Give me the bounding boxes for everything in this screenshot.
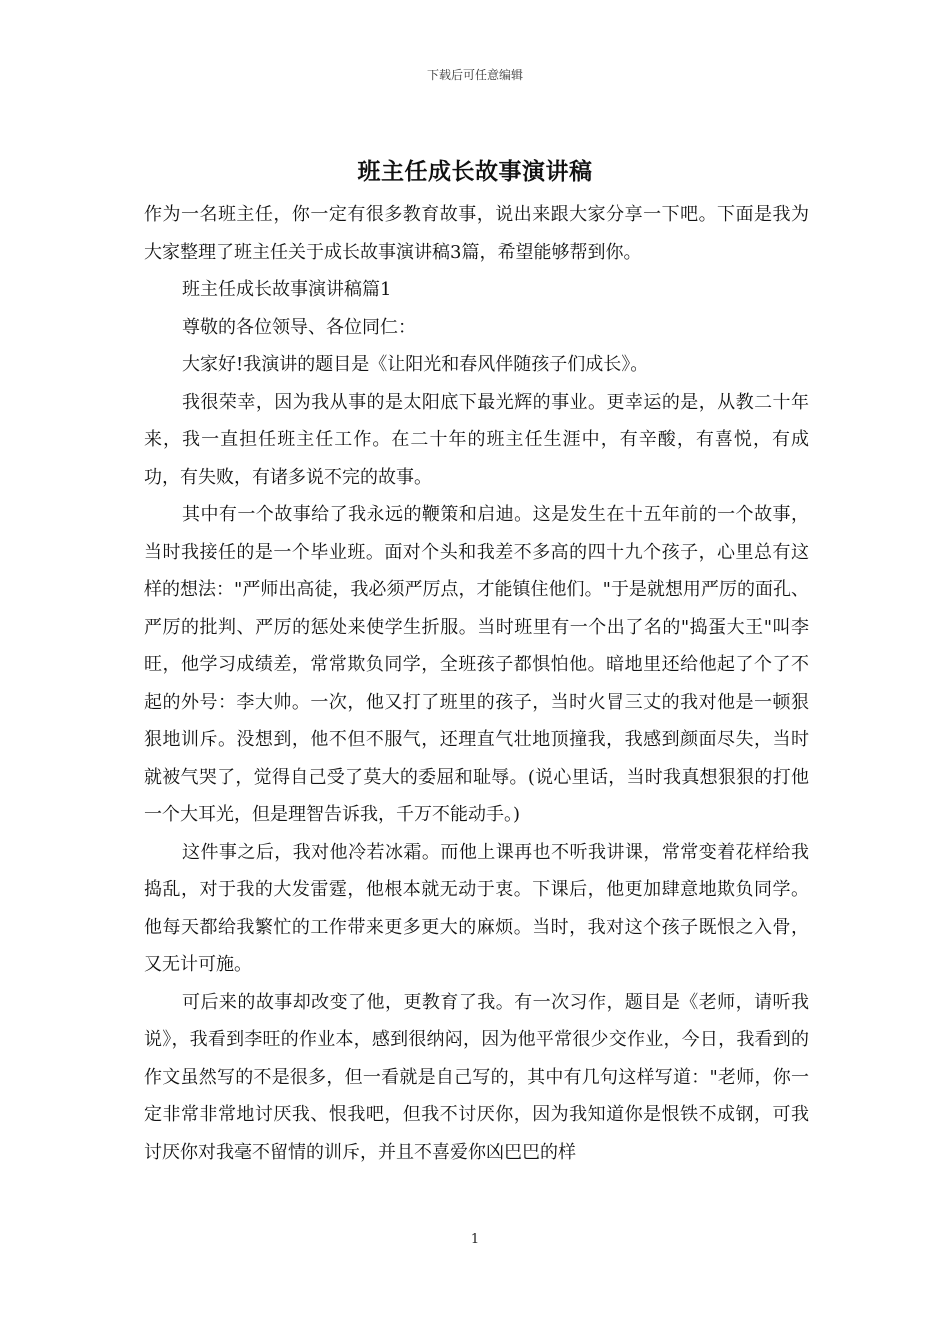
document-body <box>144 196 809 1171</box>
paragraph-greeting: 大家好!我演讲的题目是《让阳光和春风伴随孩子们成长》。 <box>182 354 649 375</box>
section-heading: 班主任成长故事演讲稿篇1 <box>182 279 392 300</box>
paragraph-body: 我很荣幸，因为我从事的是太阳底下最光辉的事业。更幸运的是，从教二十年来，我一直担任班主任工作。在二十年的班主任生涯中，有辛酸，有喜悦，有成功，有失败，有诸多说不完的故事。 <box>144 391 809 488</box>
page-header: 下载后可任意编辑 <box>426 68 523 82</box>
paragraph-body: 其中有一个故事给了我永远的鞭策和启迪。这是发生在十五年前的一个故事，当时我接任的是一个毕业班。面对个头和我差不多高的四十九个孩子，心里总有这样的想法："严师出高徒，我必须严厉点，才能镇住他们。"于是就想用严厉的面孔、严厉的批判、严厉的惩处来使学生折服。当时班里有一个出了名的"捣蛋大王"叫李旺，他学习成绩差，常常欺负同学，全班孩子都惧怕他。暗地里还给他起了个了不起的外号：李大帅。一次，他又打了班里的孩子，当时火冒三丈的我对他是一顿狠狠地训斥。没想到，他不但不服气，还理直气壮地顶撞我，我感到颜面尽失，当时就被气哭了，觉得自己受了莫大的委屈和耻辱。(说心里话，当时我真想狠狠的打他一个大耳光，但是理智告诉我，千万不能动手。) <box>144 504 809 825</box>
paragraph-salutation: 尊敬的各位领导、各位同仁： <box>182 316 416 338</box>
document-title: 班主任成长故事演讲稿 <box>357 158 593 185</box>
paragraph-body: 可后来的故事却改变了他，更教育了我。有一次习作，题目是《老师，请听我说》，我看到李旺的作业本，感到很纳闷，因为他平常很少交作业，今日，我看到的作文虽然写的不是很多，但一看就是自己写的，其中有几句这样写道："老师，你一定非常非常地讨厌我、恨我吧，但我不讨厌你，因为我知道你是恨铁不成钢，可我讨厌你对我毫不留情的训斥，并且不喜爱你凶巴巴的样 <box>144 991 809 1163</box>
paragraph-body: 这件事之后，我对他冷若冰霜。而他上课再也不听我讲课，常常变着花样给我捣乱，对于我的大发雷霆，他根本就无动于衷。下课后，他更加肆意地欺负同学。他每天都给我繁忙的工作带来更多更大的麻烦。当时，我对这个孩子既恨之入骨，又无计可施。 <box>144 841 809 975</box>
paragraph-intro: 作为一名班主任，你一定有很多教育故事，说出来跟大家分享一下吧。下面是我为大家整理了班主任关于成长故事演讲稿3篇，希望能够帮到你。 <box>144 204 809 263</box>
page-number: 1 <box>470 1232 480 1247</box>
